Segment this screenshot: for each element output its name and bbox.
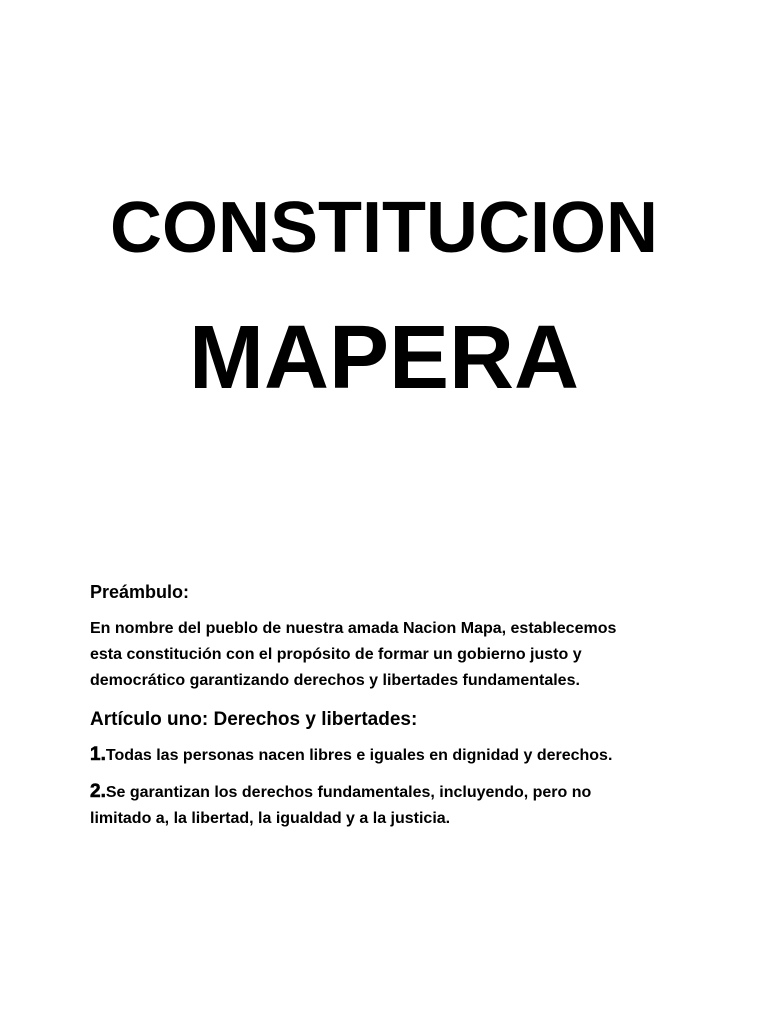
article-one-item-2	[90, 779, 690, 832]
document-body	[90, 580, 690, 832]
item-text: Todas las personas nacen libres e iguales en dignidad y derechos.	[105, 747, 613, 764]
item-text: Se garantizan los derechos fundamentales, incluyendo, pero no limitado a, la libertad, la igualdad y a la justicia.	[90, 784, 592, 827]
preamble-heading: Preámbulo:	[90, 582, 190, 602]
article-one-heading: Artículo uno: Derechos y libertades:	[90, 709, 418, 730]
article-one-item-1	[90, 742, 690, 769]
preamble-text: En nombre del pueblo de nuestra amada Nacion Mapa, establecemos esta constitución con el propósito de formar un gobierno justo y democrático garantizando derechos y libertades fundamentales.	[90, 620, 617, 689]
item-number: 1.	[90, 744, 106, 765]
item-number: 2.	[90, 781, 106, 802]
document-title-line-2: MAPERA	[188, 308, 579, 408]
document-title-line-1: CONSTITUCION	[110, 188, 658, 268]
